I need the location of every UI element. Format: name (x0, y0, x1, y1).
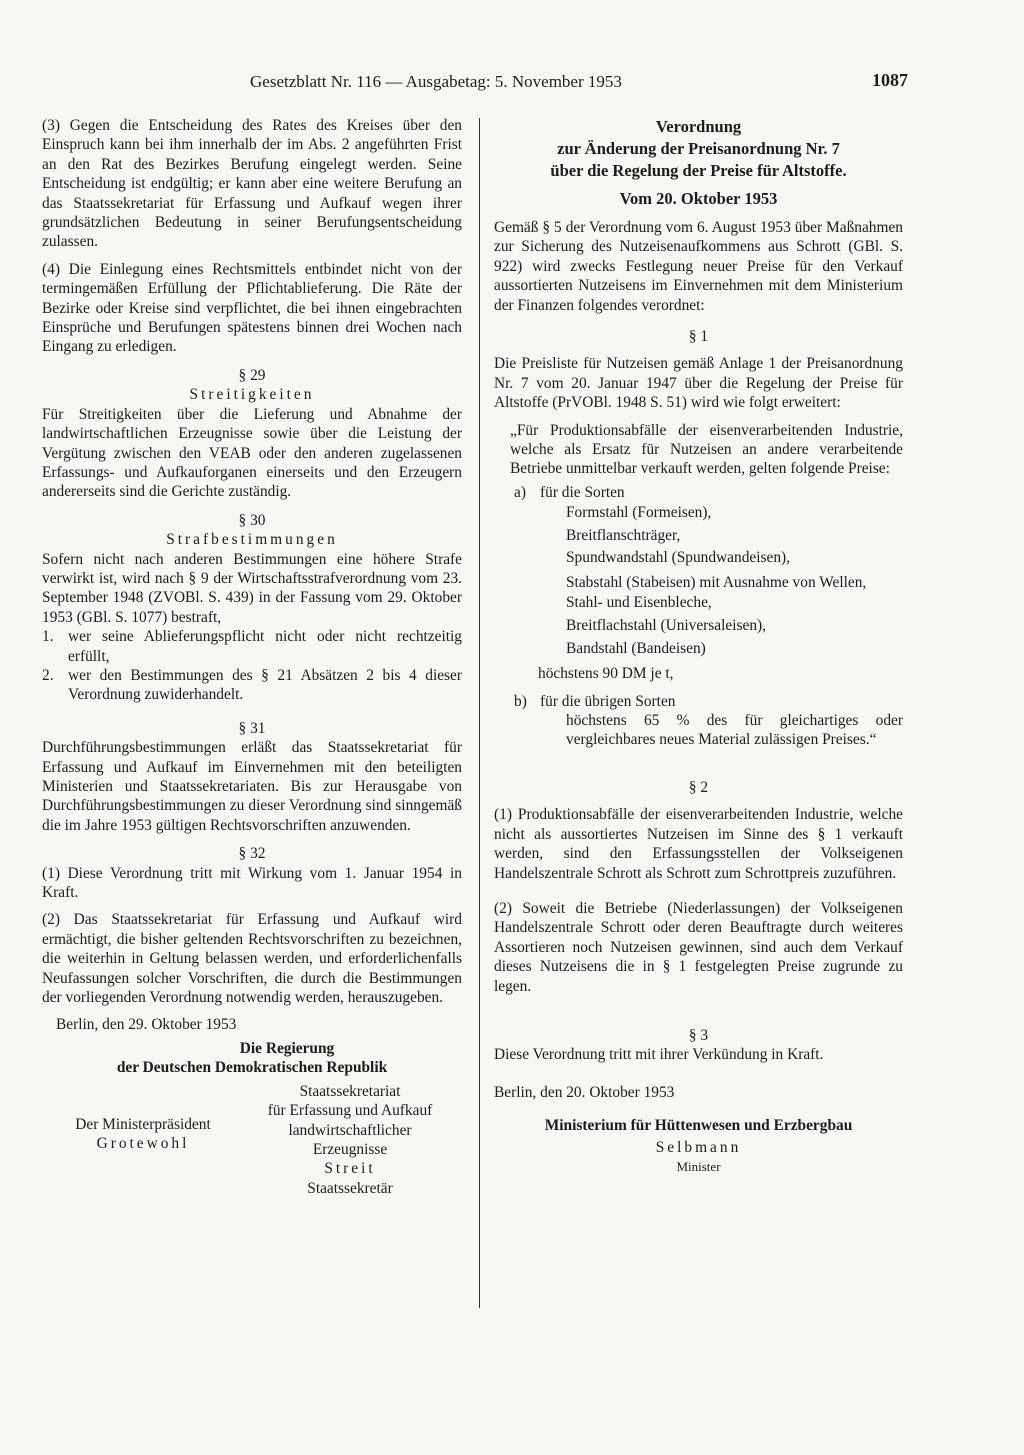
list-item: Breitflachstahl (Universaleisen), (566, 617, 767, 635)
running-head: Gesetzblatt Nr. 116 — Ausgabetag: 5. November 1953 (250, 72, 622, 91)
section-29-title: Streitigkeiten (189, 386, 315, 404)
signature-line: landwirtschaftlicher (288, 1121, 412, 1139)
list-item (42, 627, 462, 666)
item-b-price: höchstens 65 % des für gleichartiges oder vergleichbares neues Material zulässigen Preises.“ (566, 712, 903, 749)
section-2-paragraph-1: (1) Produktionsabfälle der eisenverarbeitenden Industrie, welche nicht als aussortiertes Nutzeisen im Sinne des § 1 verkauft werden, sind den Erfassungsstellen der Volkseigenen Handelszentrale Schrott als Schrott zum Schrottpreis zuzuführen. (494, 806, 903, 882)
list-item: Stahl- und Eisenbleche, (566, 594, 712, 612)
ordinance-subtitle-1: zur Änderung der Preisanordnung Nr. 7 (557, 139, 840, 158)
ordinance-title: Verordnung (655, 117, 742, 136)
list-item: Spundwandstahl (Spundwandeisen), (566, 549, 790, 567)
list-item: Bandstahl (Bandeisen) (566, 639, 706, 657)
page-header (40, 70, 908, 96)
list-item: Breitflanschträger, (566, 526, 681, 544)
list-item-number: 2. (42, 666, 54, 684)
list-item: Formstahl (Formeisen), (566, 504, 712, 522)
signature-role: Minister (676, 1158, 721, 1174)
signature-name: Selbmann (655, 1138, 742, 1156)
left-column (42, 116, 462, 1218)
list-item-text: wer seine Ablieferungspflicht nicht oder nicht rechtzeitig erfüllt, (68, 628, 462, 665)
place-date: Berlin, den 20. Oktober 1953 (494, 1083, 675, 1101)
ministry-name: Ministerium für Hüttenwesen und Erzbergbau (544, 1117, 853, 1135)
signature-name: Grotewohl (96, 1135, 190, 1153)
signature-role: Der Ministerpräsident (75, 1115, 211, 1133)
signature-left (58, 1115, 228, 1154)
section-1-heading: § 1 (688, 328, 709, 346)
section-30-text: Sofern nicht nach anderen Bestimmungen eine höhere Strafe verwirkt ist, wird nach § 9 der Wirtschaftsstrafverordnung vom 23. September 1948 (ZVOBl. S. 439) in der Fassung vom 29. Oktober 1953 (GBl. S. 1077) bestraft, (42, 550, 462, 626)
government-line-1: Die Regierung (239, 1039, 335, 1057)
list-item-text: wer den Bestimmungen des § 21 Absätzen 2 bis 4 dieser Verordnung zuwiderhandelt. (68, 666, 462, 704)
section-29-text: Für Streitigkeiten über die Lieferung und Abnahme der landwirtschaftlichen Erzeugnisse sowie über die Leistung der Vergütung zwischen den VEAB oder den anderen zugelassenen Erfassungs- und Aufkauforganen einerseits und den Erzeugern andererseits sind die Gerichte zuständig. (42, 405, 462, 501)
list-item-number: 1. (42, 628, 54, 646)
signature-line: für Erfassung und Aufkauf (267, 1102, 433, 1120)
section-3-heading: § 3 (688, 1026, 709, 1044)
section-32-heading: § 32 (238, 845, 266, 863)
section-2-paragraph-2: (2) Soweit die Betriebe (Niederlassungen) der Volkseigenen Handelszentrale Schrott oder deren Beauftragte durch weiteres Assortieren noch Nutzeisen gewinnen, sind auch dem Verkauf dieses Nutzeisens die in § 1 festgelegten Preise zugrunde zu legen. (494, 899, 903, 995)
place-date: Berlin, den 29. Oktober 1953 (56, 1016, 237, 1034)
section-30-heading: § 30 (238, 511, 266, 529)
item-b-text: für die übrigen Sorten (540, 692, 676, 710)
section-29-heading: § 29 (238, 366, 266, 384)
paragraph-4: (4) Die Einlegung eines Rechtsmittels entbindet nicht von der termingemäßen Erfüllung der Pflichtablieferung. Die Räte der Bezirke oder Kreise sind verpflichtet, die bei ihnen eingebrachten Einsprüche und Berufungen spätestens binnen drei Wochen nach Eingang zu erledigen. (42, 260, 462, 356)
right-column (494, 116, 903, 1176)
list-item: Stabstahl (Stabeisen) mit Ausnahme von Wellen, (566, 574, 867, 592)
sorts-list (566, 502, 903, 660)
section-31-heading: § 31 (238, 719, 266, 737)
section-31-text: Durchführungsbestimmungen erläßt das Staatssekretariat für Erfassung und Aufkauf im Einvernehmen mit den beteiligten Ministerien und Staatssekretariaten. Bis zur Herausgabe von Durchführungsbestimmungen zu dieser Verordnung sind sinngemäß die im Jahre 1953 gültigen Rechtsvorschriften anzuwenden. (42, 739, 462, 834)
item-b (494, 692, 903, 711)
signature-block (42, 1078, 462, 1218)
item-a-label: a) (514, 483, 526, 501)
signature-line: Staatssekretariat (299, 1082, 401, 1100)
item-b-label: b) (514, 692, 527, 710)
page-number: 1087 (872, 70, 908, 90)
signature-right (238, 1082, 462, 1198)
section-32-paragraph-1: (1) Diese Verordnung tritt mit Wirkung vom 1. Januar 1954 in Kraft. (42, 864, 462, 902)
signature-name: Streit (324, 1160, 376, 1178)
paragraph-3: (3) Gegen die Entscheidung des Rates des Kreises über den Einspruch kann bei ihm innerhalb der im Abs. 2 angeführten Frist an den Rat des Bezirkes Berufung eingelegt werden. Seine Entscheidung ist endgültig; er kann aber eine weitere Berufung an das Staatssekretariat für Erfassung und Aufkauf wegen ihrer grundsätzlichen Bedeutung in seiner Berufungsentscheidung zulassen. (42, 117, 462, 251)
item-a-text: für die Sorten (540, 483, 625, 501)
ordinance-subtitle-2: über die Regelung der Preise für Altstoffe. (550, 161, 847, 180)
column-divider (479, 118, 480, 1308)
signature-line: Erzeugnisse (312, 1140, 388, 1158)
section-3-text: Diese Verordnung tritt mit ihrer Verkündung in Kraft. (494, 1046, 824, 1064)
government-line-2: der Deutschen Demokratischen Republik (116, 1059, 388, 1077)
section-1-quote: „Für Produktionsabfälle der eisenverarbeitenden Industrie, welche als Ersatz für Nutzeisen an andere verarbeitende Betriebe unmittelbar verkauft werden, gelten folgende Preise: (510, 421, 903, 478)
section-30-title: Strafbestimmungen (166, 531, 338, 549)
item-a-price: höchstens 90 DM je t, (538, 665, 674, 683)
section-32-paragraph-2: (2) Das Staatssekretariat für Erfassung und Aufkauf wird ermächtigt, die bisher geltenden Rechtsvorschriften zu bezeichnen, die weiterhin in Geltung belassen werden, und erforderlichenfalls Neufassungen solcher Vorschriften, die durch die Bestimmungen der vorliegenden Verordnung notwendig werden, herauszugeben. (42, 911, 462, 1007)
section-2-heading: § 2 (688, 778, 709, 796)
item-a (494, 483, 903, 502)
signature-role: Staatssekretär (307, 1179, 393, 1197)
list-item (42, 666, 462, 705)
section-1-text: Die Preisliste für Nutzeisen gemäß Anlage 1 der Preisanordnung Nr. 7 vom 20. Januar 1947 über die Regelung der Preise für Altstoffe (PrVOBl. 1948 S. 51) wird wie folgt erweitert: (494, 355, 903, 412)
intro-text: Gemäß § 5 der Verordnung vom 6. August 1953 über Maßnahmen zur Sicherung des Nutzeisenaufkommens aus Schrott (GBl. S. 922) wird zwecks Festlegung neuer Preise für den Verkauf aussortierten Nutzeisens im Einvernehmen mit dem Ministerium der Finanzen folgendes verordnet: (494, 219, 903, 314)
ordinance-date: Vom 20. Oktober 1953 (619, 189, 778, 208)
